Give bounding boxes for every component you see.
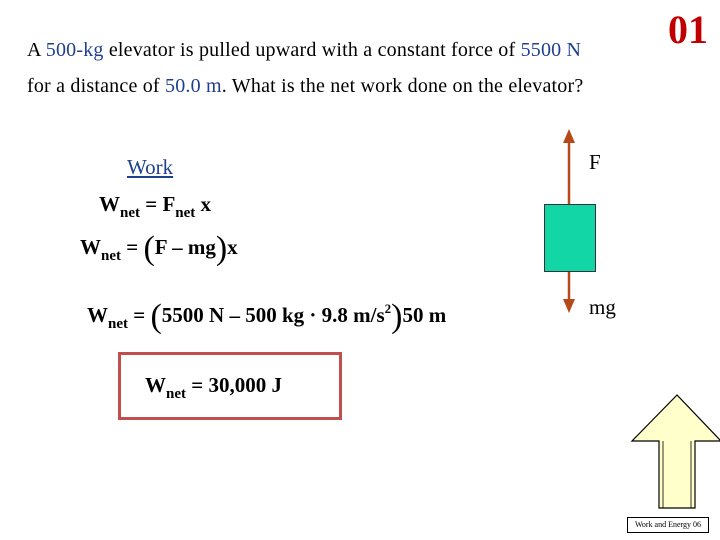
eq4-lhs: W: [145, 373, 166, 397]
eq2-lhs: W: [80, 235, 101, 259]
eq3-eq: =: [128, 303, 151, 327]
eq3-close-paren: ): [391, 298, 403, 335]
problem-text-2: elevator is pulled upward with a constant force of: [103, 39, 521, 61]
eq3-rest: 50 m: [402, 303, 447, 327]
elevator-block: [544, 204, 596, 272]
eq3-lhs-sub: net: [108, 316, 128, 332]
eq1-lhs-sub: net: [120, 205, 140, 221]
eq2-open-paren: (: [143, 230, 155, 267]
force-label-mg: mg: [589, 295, 616, 319]
eq2-rest: x: [227, 235, 238, 259]
work-label: Work: [127, 155, 174, 179]
eq1-rest: x: [195, 192, 212, 216]
footer-label: Work and Energy 06: [627, 517, 709, 533]
eq2-close-paren: ): [215, 230, 228, 267]
problem-text-1: A: [27, 39, 46, 61]
eq3-lhs: W: [87, 303, 108, 327]
eq1-f-sub: net: [175, 205, 196, 221]
eq2-eq: =: [121, 235, 144, 259]
problem-text-3: for a distance of: [27, 75, 165, 97]
problem-distance: 50.0 m: [165, 75, 222, 97]
eq4-rest: = 30,000 J: [186, 373, 282, 397]
slide-number: 01: [668, 7, 708, 52]
eq3-open-paren: (: [150, 298, 162, 335]
force-arrow-up-head: [563, 129, 575, 143]
problem-text-4: . What is the net work done on the elevator?: [221, 75, 584, 97]
eq2-lhs-sub: net: [101, 248, 121, 264]
eq3-mid: 5500 N – 500 kg · 9.8 m/s: [161, 303, 385, 327]
eq1-lhs: W: [99, 192, 120, 216]
force-arrow-down-head: [563, 299, 575, 313]
eq2-mid: F – mg: [154, 235, 216, 259]
up-arrow-icon[interactable]: [632, 395, 720, 508]
eq3-sup: 2: [384, 301, 392, 316]
problem-force: 5500 N: [520, 39, 582, 61]
force-label-f: F: [589, 150, 601, 174]
eq4-lhs-sub: net: [166, 386, 186, 402]
eq1-eq: = F: [140, 192, 176, 216]
problem-mass: 500-kg: [45, 39, 104, 61]
